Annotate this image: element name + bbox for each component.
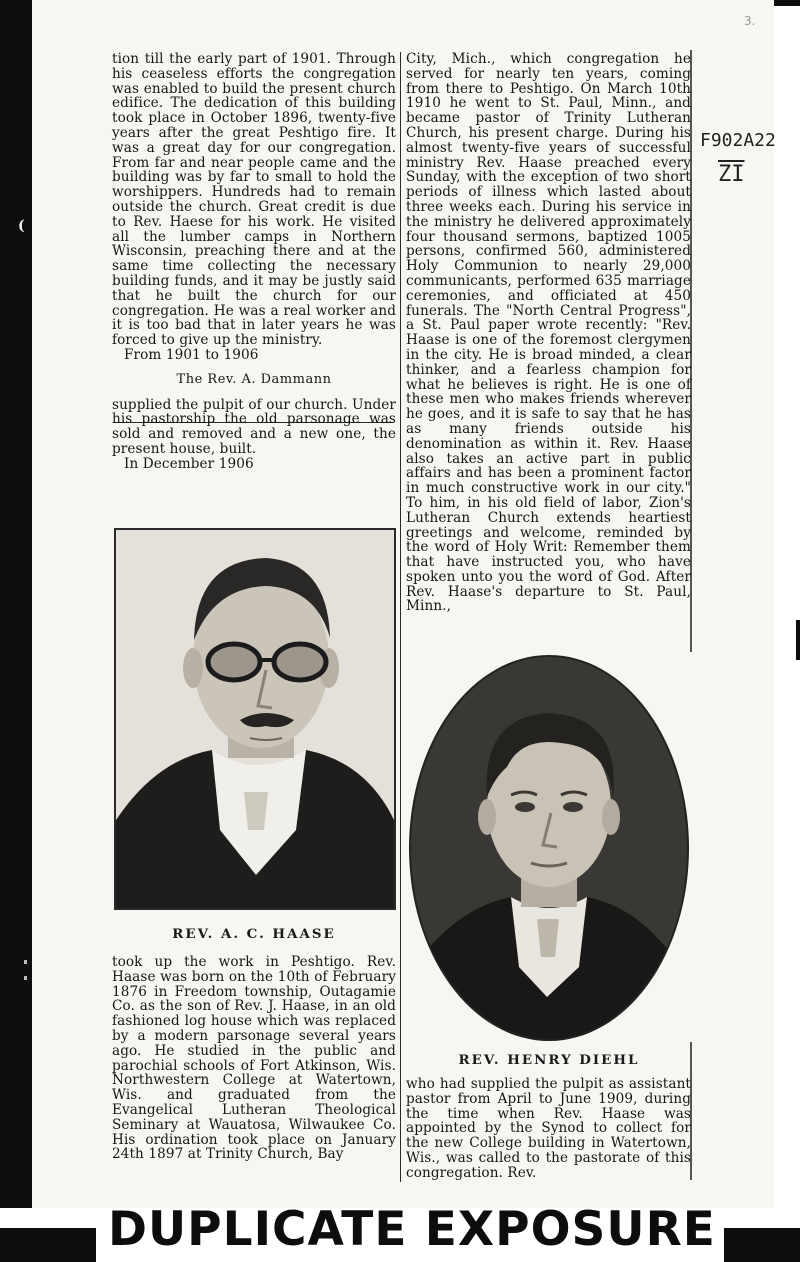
- article-paragraph: City, Mich., which congregation he served for nearly ten years, coming from there to Peshtigo. On March 10th 1910 he went to St. Paul, Minn., and became pastor of Trinity Lutheran Church, his present charge. During his almost twenty-five years of successful ministry Rev. Haase preached every Sunday, with the exception of two short periods of illness which lasted about three weeks each. During his service in the ministry he delivered approximately four thousand sermons, baptized 1005 persons, confirmed 560, administered Holy Communion to nearly 29,000 communicants, performed 635 marriage ceremonies, and officiated at 450 funerals. The "North Central Progress", a St. Paul paper wrote recently: "Rev. Haase is one of the foremost clergymen in the city. He is broad minded, a clear thinker, and a fearless champion for what he believes is right. He is one of these men who makes friends wherever he goes, and it is safe to say that he has as many friends outside his denomination as within it. Rev. Haase also takes an active part in public affairs and has been a prominent factor in much constructive work in our city." To him, in his old field of labor, Zion's Lutheran Church extends heartiest greetings and welcome, reminded by the word of Holy Writ: Remember them that have instructed you, who have spoken unto you the word of God. After Rev. Haase's departure to St. Paul, Minn.,: [406, 51, 691, 615]
- portrait-photo-diehl-frame: [406, 652, 692, 1042]
- scan-border-left: [0, 0, 32, 1262]
- portrait-diehl-illustration: [411, 657, 687, 1039]
- section-subheading: The Rev. A. Dammann: [176, 371, 332, 387]
- article-paragraph: who had supplied the pulpit as assistant pastor from April to June 1909, during the time when Rev. Haase was appointed by the Synod to collect for the new College building in Watertown, Wis., was called to the pastorate of this congregation. Rev.: [406, 1076, 691, 1181]
- scan-border-bottom-left: [0, 1228, 96, 1262]
- article-column-left-bottom: [112, 955, 396, 1162]
- photo-caption-haase: REV. A. C. HAASE: [172, 926, 336, 942]
- scan-speck: [24, 976, 27, 980]
- corner-mark: 3.: [744, 14, 756, 28]
- article-column-right-bottom: [406, 1077, 691, 1181]
- scan-notch-right: [796, 620, 800, 660]
- article-paragraph: In December 1906: [124, 455, 254, 472]
- photo-caption-diehl: REV. HENRY DIEHL: [458, 1052, 640, 1068]
- column-divider: [400, 52, 401, 1182]
- article-paragraph: supplied the pulpit of our church. Under his pastorship the old parsonage was sold and removed and a new one, the present house, built.: [112, 396, 396, 457]
- margin-notation-code: F902A22: [700, 130, 776, 151]
- article-paragraph: tion till the early part of 1901. Through his ceaseless efforts the congregation was enabled to build the present church edifice. The dedication of this building took place in October 1896, twenty-five years after the great Peshtigo fire. It was a great day for our congregation. From far and near people came and the building was by far to small to hold the worshippers. Hundreds had to remain outside the church. Great credit is due to Rev. Haese for his work. He visited all the lumber camps in Northern Wisconsin, preaching there and at the same time collecting the necessary building funds, and it may be justly said that he built the church for our congregation. He was a real worker and it is too bad that in later years he was forced to give up the ministry.: [112, 51, 396, 349]
- duplicate-exposure-stamp: DUPLICATE EXPOSURE: [108, 1202, 716, 1257]
- portrait-photo-diehl: [409, 655, 689, 1041]
- scan-mark: (: [18, 218, 25, 234]
- scan-speck: [24, 960, 27, 964]
- article-column-left-top: [112, 52, 396, 472]
- article-paragraph: From 1901 to 1906: [124, 346, 259, 363]
- article-paragraph: took up the work in Peshtigo. Rev. Haase was born on the 10th of February 1876 in Freedom township, Outagamie Co. as the son of Rev. J. Haase, in an old fashioned log house which was replaced by a modern parsonage several years ago. He studied in the public and parochial schools of Fort Atkinson, Wis. Northwestern College at Watertown, Wis. and graduated from the Evangelical Lutheran Theological Seminary at Wauatosa, Wilwaukee Co. His ordination took place on January 24th 1897 at Trinity Church, Bay: [112, 954, 396, 1163]
- scan-border-bottom-right: [724, 1228, 800, 1262]
- article-column-right-top: [406, 52, 691, 614]
- margin-notation-sub: $\overline{ZI}$: [718, 162, 745, 187]
- portrait-haase-illustration: [116, 530, 394, 908]
- portrait-photo-haase: [114, 528, 396, 910]
